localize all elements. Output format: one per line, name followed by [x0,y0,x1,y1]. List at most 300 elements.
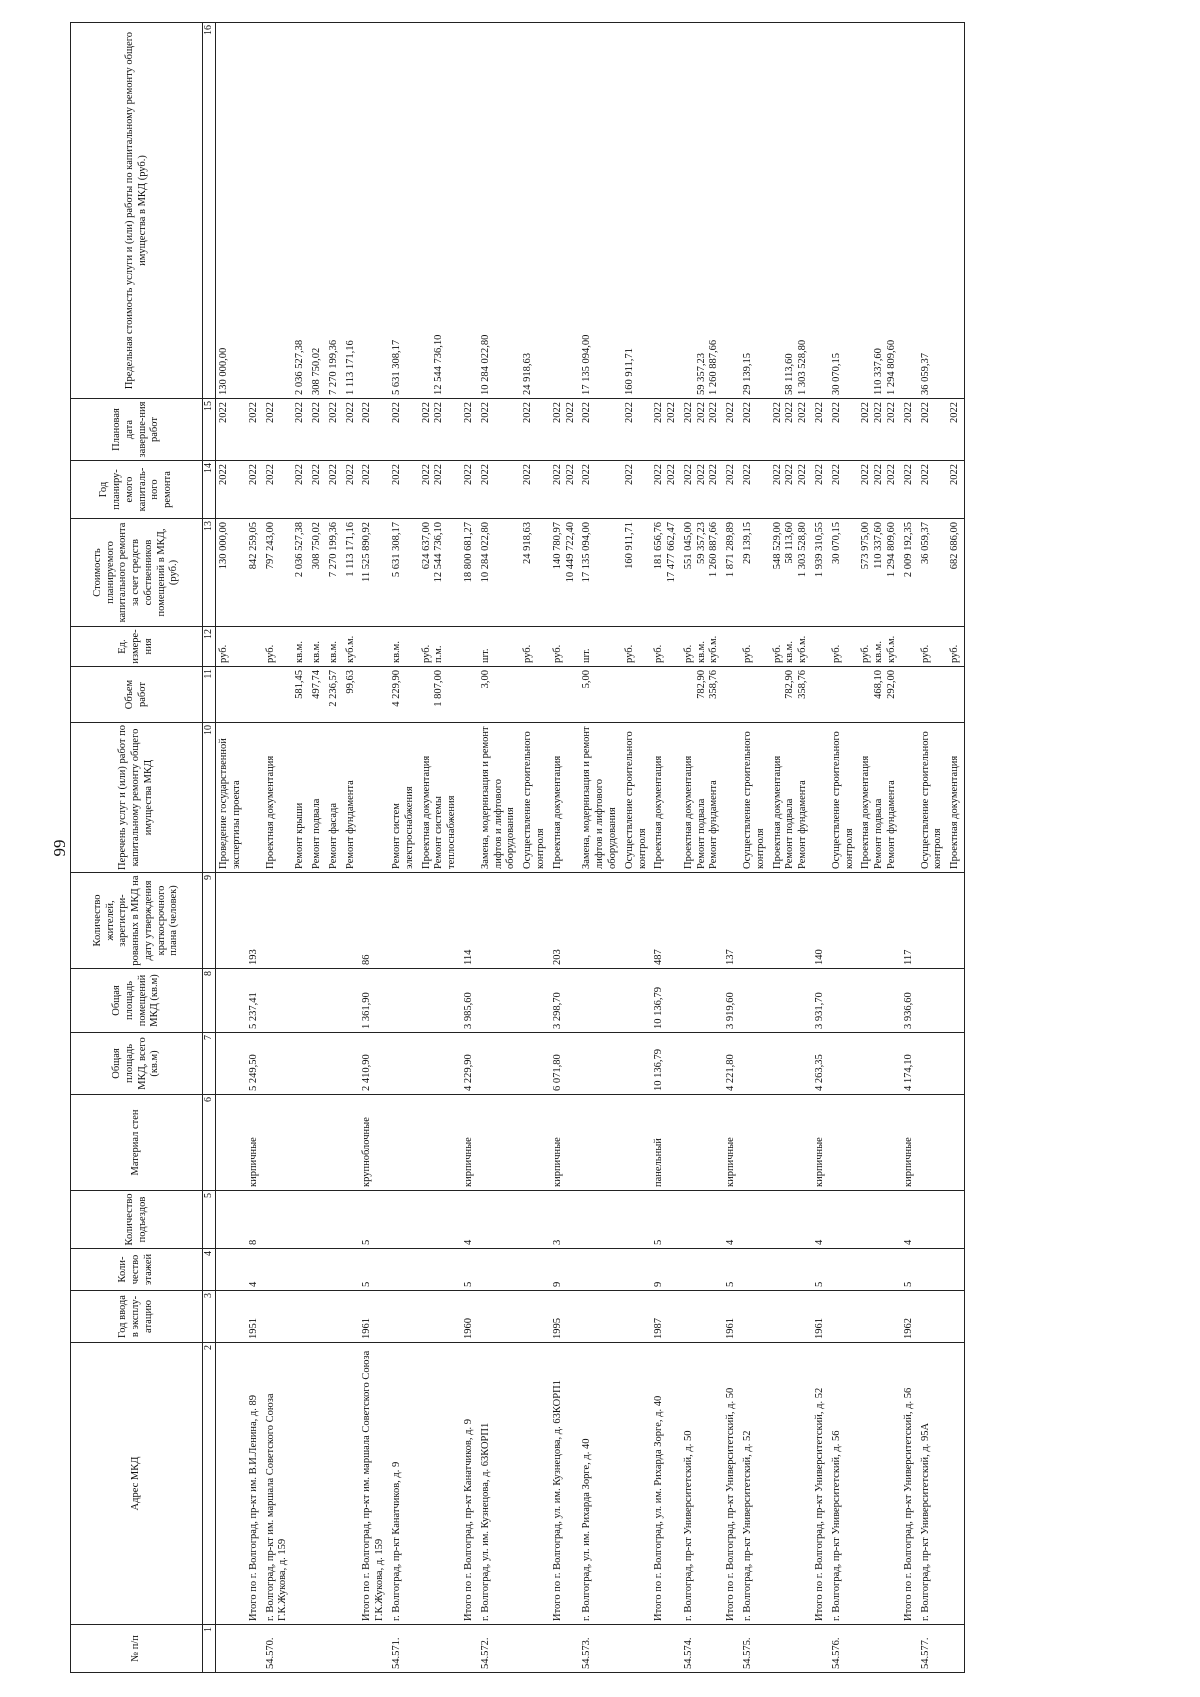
unit-cell-line: куб.м. [344,635,356,663]
wall-material-cell: крупноблочные [359,1095,389,1191]
plan-year-cell-line: 2022 [771,464,783,485]
floors-cell: 5 [812,1249,829,1291]
table-row [343,23,360,1673]
header-entrances: Количество подъездов [71,1191,203,1249]
unit-cell [829,627,859,667]
works-cell-line: Ремонт фундамента [708,780,720,869]
total-area-cell [263,1033,293,1095]
unit-cell [947,627,964,667]
row-number [246,1625,263,1673]
completion-date-cell [812,399,829,461]
works-cell [263,723,293,873]
year-cell [309,1291,326,1343]
cost-cell [740,519,770,627]
unit-cell [520,627,550,667]
unit-cell-line: кв.м. [390,641,402,663]
floors-cell [478,1249,520,1291]
premises-area-cell: 1 361,90 [359,969,389,1033]
cost-cell [622,519,652,627]
floors-cell [343,1249,360,1291]
wall-material-cell [263,1095,293,1191]
total-area-cell: 10 136,79 [651,1033,681,1095]
col-number: 9 [203,873,216,969]
volume-cell [812,667,829,723]
plan-year-cell [812,461,829,519]
wall-material-cell [520,1095,550,1191]
residents-cell [829,873,859,969]
plan-year-cell-line: 2022 [551,464,563,485]
plan-year-cell-line: 2022 [886,464,898,485]
volume-cell [918,667,948,723]
table-row [918,23,948,1673]
completion-date-cell-line: 2022 [742,402,754,423]
unit-cell [740,627,770,667]
entrances-cell [292,1191,309,1249]
limit-cost-cell [901,23,918,399]
completion-date-cell-line: 2022 [433,402,445,423]
col-number: 4 [203,1249,216,1291]
cost-cell [829,519,859,627]
plan-year-cell-line: 2022 [310,464,322,485]
unit-cell-line: руб. [771,644,783,663]
completion-date-cell-line: 2022 [462,402,474,423]
completion-date-cell [326,399,343,461]
unit-cell-line: п.м. [433,645,445,663]
unit-cell-line: руб. [860,644,872,663]
works-cell [858,723,900,873]
row-number [651,1625,681,1673]
header-limit-cost: Предельная стоимость услуги и (или) работы по капитальному ремонту общего имущества в МКД (руб.) [71,23,203,399]
address-cell [770,1343,812,1625]
entrances-cell: 4 [812,1191,829,1249]
header-volume: Объем работ [71,667,203,723]
works-cell [770,723,812,873]
plan-year-cell-line: 2022 [522,464,534,485]
limit-cost-cell-line: 2 036 527,38 [294,339,306,395]
limit-cost-cell-line [683,26,696,395]
premises-area-cell: 5 237,41 [246,969,263,1033]
col-number: 10 [203,723,216,873]
plan-year-cell-line: 2022 [797,464,809,485]
cost-cell-line: 29 139,15 [742,522,754,564]
cost-cell [419,519,461,627]
header-unit: Ед. измере-ния [71,627,203,667]
works-cell [947,723,964,873]
floors-cell [829,1249,859,1291]
address-cell [216,1343,246,1625]
entrances-cell [520,1191,550,1249]
completion-date-cell-line: 2022 [949,402,961,423]
cost-cell-line: 1 871 289,89 [725,522,737,578]
total-area-cell [309,1033,326,1095]
table-row [740,23,770,1673]
header-wall-material: Материал стен [71,1095,203,1191]
residents-cell [478,873,520,969]
completion-date-cell-line: 2022 [294,402,306,423]
limit-cost-cell [292,23,309,399]
completion-date-cell-line: 2022 [682,402,694,423]
volume-cell-line: 5,00 [581,670,593,689]
residents-cell [622,873,652,969]
floors-cell: 5 [461,1249,478,1291]
volume-cell [901,667,918,723]
limit-cost-cell-line: 36 059,37 [919,353,931,395]
premises-area-cell [216,969,246,1033]
unit-cell-line: шт. [479,648,491,663]
column-number-row [203,23,216,1673]
col-number: 7 [203,1033,216,1095]
col-number: 1 [203,1625,216,1673]
unit-cell-line: кв.м. [695,641,707,663]
completion-date-cell-line: 2022 [522,402,534,423]
floors-cell: 5 [901,1249,918,1291]
cost-cell-line: 140 780,97 [551,522,563,570]
address-cell [419,1343,461,1625]
wall-material-cell: кирпичные [550,1095,580,1191]
header-premises-area: Общая площадь помещений МКД (кв.м) [71,969,203,1033]
cost-cell-line: 1 294 809,60 [886,522,898,578]
residents-cell: 86 [359,873,389,969]
works-cell [812,723,829,873]
plan-year-cell [389,461,419,519]
volume-cell [579,667,621,723]
works-cell-line: Ремонт подвала [695,798,707,869]
works-cell [723,723,740,873]
address-cell [343,1343,360,1625]
total-area-cell: 5 249,50 [246,1033,263,1095]
floors-cell: 9 [651,1249,681,1291]
floors-cell [389,1249,419,1291]
limit-cost-cell [681,23,723,399]
unit-cell-line: шт. [581,648,593,663]
year-cell: 1960 [461,1291,478,1343]
entrances-cell: 5 [359,1191,389,1249]
unit-cell-line: руб. [420,644,432,663]
year-cell [216,1291,246,1343]
col-number: 6 [203,1095,216,1191]
plan-year-cell [478,461,520,519]
works-cell [292,723,309,873]
wall-material-cell: панельный [651,1095,681,1191]
cost-cell [389,519,419,627]
cost-cell [579,519,621,627]
cost-cell [723,519,740,627]
premises-area-cell [918,969,948,1033]
plan-year-cell-line: 2022 [218,464,230,485]
completion-date-cell-line: 2022 [344,402,356,423]
cost-cell-line: 10 449 722,40 [564,522,576,583]
volume-cell [461,667,478,723]
floors-cell: 9 [550,1249,580,1291]
address-cell: г. Волгоград, пр-кт Канатчиков, д. 9 [389,1343,419,1625]
works-cell [901,723,918,873]
wall-material-cell [740,1095,770,1191]
wall-material-cell [343,1095,360,1191]
total-area-cell: 4 229,90 [461,1033,478,1095]
row-number [812,1625,829,1673]
volume-cell-line: 581,45 [294,670,306,699]
cost-cell-line: 18 800 681,27 [462,522,474,583]
completion-date-cell [770,399,812,461]
limit-cost-cell-line: 10 284 022,80 [479,334,491,395]
premises-area-cell [579,969,621,1033]
total-area-cell [343,1033,360,1095]
table-row [812,23,829,1673]
works-cell-line: Ремонт систем электроснабжения [390,786,415,869]
address-cell [622,1343,652,1625]
works-cell-line: Осуществление строительного контроля [830,731,855,869]
cost-cell [292,519,309,627]
premises-area-cell [419,969,461,1033]
limit-cost-cell [326,23,343,399]
works-cell-line: Ремонт фасада [327,802,339,869]
volume-cell [326,667,343,723]
wall-material-cell [478,1095,520,1191]
col-number: 12 [203,627,216,667]
year-cell [389,1291,419,1343]
cost-cell [901,519,918,627]
works-cell-line: Осуществление строительного контроля [623,731,648,869]
entrances-cell [309,1191,326,1249]
cost-cell-line: 58 113,60 [784,522,796,564]
cost-cell [651,519,681,627]
row-number [343,1625,360,1673]
residents-cell [419,873,461,969]
unit-cell-line: куб.м. [797,635,809,663]
total-area-cell [520,1033,550,1095]
completion-date-cell-line: 2022 [623,402,635,423]
col-number: 3 [203,1291,216,1343]
header-num: № п/п [71,1625,203,1673]
plan-year-cell [858,461,900,519]
table-row [389,23,419,1673]
limit-cost-cell [461,23,478,399]
plan-year-cell-line: 2022 [860,464,872,485]
plan-year-cell [246,461,263,519]
cost-cell-line: 1 260 887,66 [708,522,720,578]
premises-area-cell: 3 919,60 [723,969,740,1033]
works-cell-line: Проектная документация [949,755,961,869]
unit-cell [901,627,918,667]
entrances-cell [947,1191,964,1249]
volume-cell-line: 358,76 [708,670,720,699]
unit-cell [292,627,309,667]
total-area-cell [579,1033,621,1095]
row-number: 54.575. [740,1625,770,1673]
completion-date-cell-line: 2022 [420,402,432,423]
entrances-cell [478,1191,520,1249]
unit-cell-line: руб. [742,644,754,663]
address-cell: Итого по г. Волгоград, ул. им. Кузнецова, д. 63КОРП1 [550,1343,580,1625]
limit-cost-cell [216,23,246,399]
completion-date-cell-line: 2022 [551,402,563,423]
unit-cell [309,627,326,667]
residents-cell [858,873,900,969]
total-area-cell: 4 263,35 [812,1033,829,1095]
row-number: 54.574. [681,1625,723,1673]
unit-cell [326,627,343,667]
limit-cost-cell-line: 1 260 887,66 [708,339,720,395]
table-row [579,23,621,1673]
residents-cell [740,873,770,969]
volume-cell-line: 1 807,00 [433,670,445,707]
wall-material-cell: кирпичные [246,1095,263,1191]
wall-material-cell [326,1095,343,1191]
limit-cost-cell [812,23,829,399]
plan-year-cell [918,461,948,519]
plan-year-cell-line: 2022 [581,464,593,485]
year-cell: 1995 [550,1291,580,1343]
volume-cell-line: 4 229,90 [390,670,402,707]
works-cell [246,723,263,873]
unit-cell-line: кв.м. [873,641,885,663]
volume-cell [622,667,652,723]
works-cell-line: Замена, модернизация и ремонт лифтов и лифтового оборудования [479,726,517,869]
residents-cell: 203 [550,873,580,969]
plan-year-cell-line: 2022 [479,464,491,485]
plan-year-cell [681,461,723,519]
volume-cell [520,667,550,723]
completion-date-cell [343,399,360,461]
table-row [263,23,293,1673]
table-row [829,23,859,1673]
plan-year-cell [309,461,326,519]
address-cell [520,1343,550,1625]
cost-cell [309,519,326,627]
completion-date-cell-line: 2022 [873,402,885,423]
works-cell-line: Осуществление строительного контроля [919,731,944,869]
header-plan-year: Год планиру-емого капиталь-ного ремонта [71,461,203,519]
limit-cost-cell-line: 130 000,00 [218,347,230,395]
plan-year-cell [723,461,740,519]
volume-cell-line: 3,00 [479,670,491,689]
volume-cell-line: 292,00 [886,670,898,699]
address-cell: г. Волгоград, пр-кт Университетский, д. 95А [918,1343,948,1625]
works-cell [389,723,419,873]
volume-cell [292,667,309,723]
unit-cell [723,627,740,667]
entrances-cell: 4 [461,1191,478,1249]
header-floors: Коли-чество этажей [71,1249,203,1291]
volume-cell [550,667,580,723]
limit-cost-cell-line: 308 750,02 [310,347,322,395]
plan-year-cell [343,461,360,519]
unit-cell-line: кв.м. [310,641,322,663]
completion-date-cell [901,399,918,461]
year-cell: 1987 [651,1291,681,1343]
completion-date-cell-line: 2022 [860,402,872,423]
completion-date-cell-line: 2022 [361,402,373,423]
completion-date-cell [389,399,419,461]
unit-cell-line: руб. [551,644,563,663]
cost-cell [812,519,829,627]
limit-cost-cell-line: 1 294 809,60 [886,339,898,395]
cost-cell-line: 24 918,63 [522,522,534,564]
works-cell-line: Ремонт подвала [784,798,796,869]
volume-cell [723,667,740,723]
year-cell [829,1291,859,1343]
volume-cell [651,667,681,723]
volume-cell [740,667,770,723]
address-cell: г. Волгоград, пр-кт Университетский, д. 50 [681,1343,723,1625]
plan-year-cell [520,461,550,519]
unit-cell-line: руб. [623,644,635,663]
unit-cell [419,627,461,667]
volume-cell [858,667,900,723]
year-cell [478,1291,520,1343]
volume-cell [309,667,326,723]
residents-cell: 117 [901,873,918,969]
completion-date-cell-line: 2022 [784,402,796,423]
limit-cost-cell [419,23,461,399]
wall-material-cell [389,1095,419,1191]
address-cell: Итого по г. Волгоград, пр-кт Университетский, д. 52 [812,1343,829,1625]
residents-cell: 140 [812,873,829,969]
plan-year-cell-line: 2022 [390,464,402,485]
works-cell [550,723,580,873]
total-area-cell: 4 174,10 [901,1033,918,1095]
cost-cell-line: 110 337,60 [873,522,885,569]
col-number: 11 [203,667,216,723]
wall-material-cell [858,1095,900,1191]
works-cell [359,723,389,873]
entrances-cell: 4 [723,1191,740,1249]
entrances-cell [918,1191,948,1249]
total-area-cell [681,1033,723,1095]
floors-cell [740,1249,770,1291]
cost-cell-line: 17 135 094,00 [581,522,593,583]
cost-cell-line: 181 656,76 [653,522,665,570]
row-number [622,1625,652,1673]
address-cell: г. Волгоград, пр-кт Университетский, д. 52 [740,1343,770,1625]
total-area-cell [770,1033,812,1095]
completion-date-cell [246,399,263,461]
row-number [901,1625,918,1673]
completion-date-cell [918,399,948,461]
total-area-cell [947,1033,964,1095]
floors-cell: 4 [246,1249,263,1291]
col-number: 13 [203,519,216,627]
floors-cell: 5 [359,1249,389,1291]
plan-year-cell [622,461,652,519]
table-body [216,23,965,1673]
completion-date-cell-line: 2022 [218,402,230,423]
limit-cost-cell [579,23,621,399]
cost-cell-line: 160 911,71 [623,522,635,569]
cost-cell [550,519,580,627]
entrances-cell [389,1191,419,1249]
volume-cell-line [860,670,873,719]
premises-area-cell [520,969,550,1033]
col-number: 14 [203,461,216,519]
total-area-cell [622,1033,652,1095]
row-number [309,1625,326,1673]
completion-date-cell-line: 2022 [830,402,842,423]
unit-cell-line: руб. [919,644,931,663]
year-cell: 1961 [723,1291,740,1343]
row-number: 54.576. [829,1625,859,1673]
cost-cell [216,519,246,627]
unit-cell [216,627,246,667]
address-cell: г. Волгоград, ул. им. Кузнецова, д. 63КОРП1 [478,1343,520,1625]
volume-cell [478,667,520,723]
completion-date-cell [419,399,461,461]
volume-cell-line: 2 236,57 [327,670,339,707]
plan-year-cell-line: 2022 [361,464,373,485]
completion-date-cell-line: 2022 [581,402,593,423]
entrances-cell [216,1191,246,1249]
completion-date-cell-line: 2022 [814,402,826,423]
